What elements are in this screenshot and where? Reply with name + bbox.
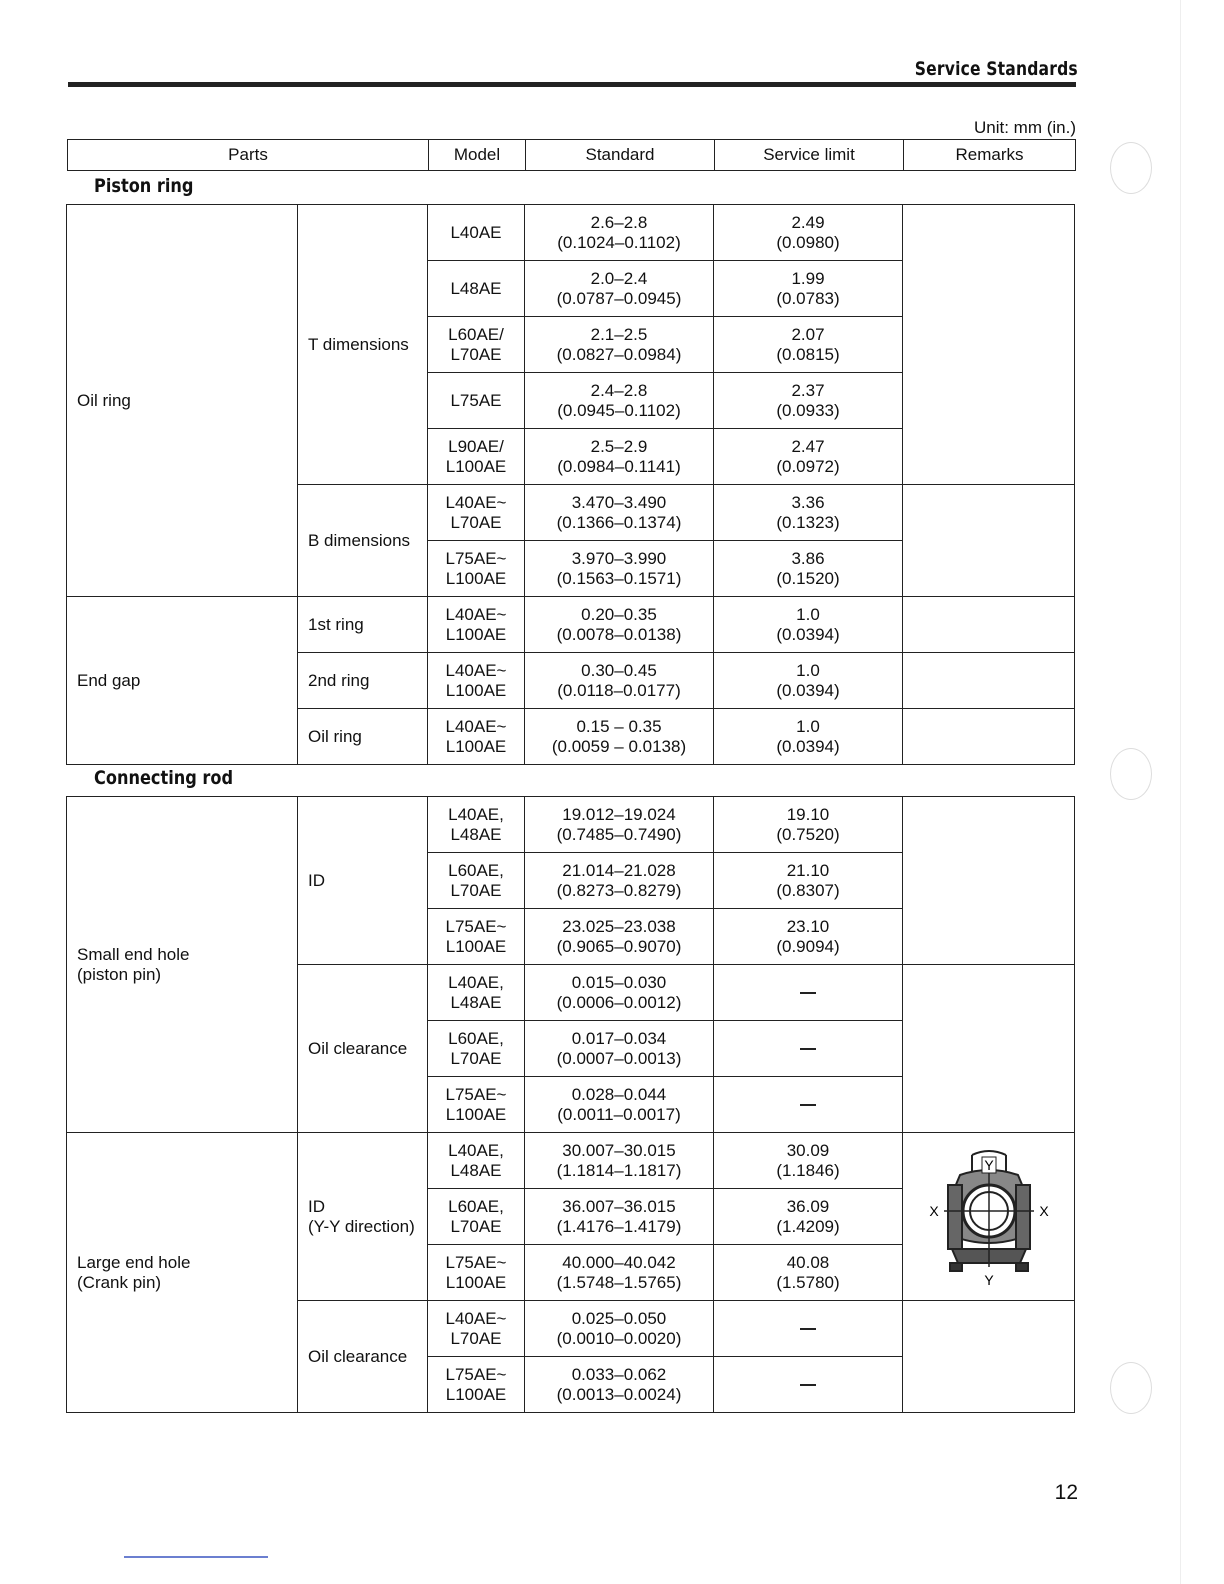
standard-cell: 30.007–30.015 (1.1814–1.1817) [525, 1133, 714, 1189]
limit-cell: 1.99 (0.0783) [714, 261, 903, 317]
second-ring-label: 2nd ring [298, 653, 428, 709]
connecting-rod-diagram-icon [924, 1139, 1054, 1289]
oil-ring-gap-label: Oil ring [298, 709, 428, 765]
large-end-hole-label: Large end hole (Crank pin) [67, 1133, 298, 1413]
limit-cell [714, 1301, 903, 1357]
model-cell: L48AE [428, 261, 525, 317]
remarks-cell [903, 965, 1075, 1133]
limit-cell: 21.10 (0.8307) [714, 853, 903, 909]
limit-cell: 36.09 (1.4209) [714, 1189, 903, 1245]
model-cell: L60AE/ L70AE [428, 317, 525, 373]
standard-cell: 21.014–21.028 (0.8273–0.8279) [525, 853, 714, 909]
limit-cell: 2.37 (0.0933) [714, 373, 903, 429]
standard-cell: 0.033–0.062 (0.0013–0.0024) [525, 1357, 714, 1413]
standard-cell: 2.1–2.5 (0.0827–0.0984) [525, 317, 714, 373]
page-edge-line [1180, 0, 1181, 1584]
remarks-cell [903, 797, 1075, 965]
remarks-cell [903, 597, 1075, 653]
oil-ring-label: Oil ring [67, 205, 298, 597]
dash-mark [800, 1048, 816, 1050]
binder-hole [1110, 1362, 1152, 1414]
page-number: 12 [1054, 1481, 1078, 1504]
model-cell: L60AE, L70AE [428, 853, 525, 909]
id-label: ID [298, 797, 428, 965]
model-cell: L60AE, L70AE [428, 1021, 525, 1077]
oil-clearance-label-2: Oil clearance [298, 1301, 428, 1413]
limit-cell [714, 965, 903, 1021]
header-rule [68, 82, 1076, 87]
model-cell: L75AE [428, 373, 525, 429]
column-header-table [67, 139, 1076, 171]
standard-cell: 0.20–0.35 (0.0078–0.0138) [525, 597, 714, 653]
col-service-limit: Service limit [715, 140, 904, 171]
limit-cell [714, 1357, 903, 1413]
model-cell: L40AE~ L100AE [428, 653, 525, 709]
col-parts: Parts [68, 140, 429, 171]
model-cell: L75AE~ L100AE [428, 1357, 525, 1413]
model-cell: L40AE~ L70AE [428, 485, 525, 541]
limit-cell: 3.86 (0.1520) [714, 541, 903, 597]
page-title: Service Standards [914, 58, 1078, 80]
model-cell: L40AE~ L70AE [428, 1301, 525, 1357]
limit-cell: 2.07 (0.0815) [714, 317, 903, 373]
limit-cell: 30.09 (1.1846) [714, 1133, 903, 1189]
standard-cell: 0.017–0.034 (0.0007–0.0013) [525, 1021, 714, 1077]
model-cell: L75AE~ L100AE [428, 909, 525, 965]
oil-clearance-label: Oil clearance [298, 965, 428, 1133]
model-cell: L90AE/ L100AE [428, 429, 525, 485]
limit-cell: 1.0 (0.0394) [714, 653, 903, 709]
model-cell: L40AE, L48AE [428, 1133, 525, 1189]
remarks-cell [903, 653, 1075, 709]
limit-cell [714, 1077, 903, 1133]
limit-cell: 3.36 (0.1323) [714, 485, 903, 541]
dash-mark [800, 1104, 816, 1106]
dash-mark [800, 992, 816, 994]
diagram-label-x-right: X [1038, 1203, 1049, 1219]
remarks-cell [903, 1301, 1075, 1413]
piston-ring-table [66, 204, 1075, 765]
model-cell: L60AE, L70AE [428, 1189, 525, 1245]
col-model: Model [429, 140, 526, 171]
bottom-mark-line [124, 1556, 268, 1558]
standard-cell: 36.007–36.015 (1.4176–1.4179) [525, 1189, 714, 1245]
col-standard: Standard [526, 140, 715, 171]
binder-hole [1110, 748, 1152, 800]
section-piston-ring: Piston ring [94, 175, 194, 197]
limit-cell: 1.0 (0.0394) [714, 597, 903, 653]
standard-cell: 23.025–23.038 (0.9065–0.9070) [525, 909, 714, 965]
col-remarks: Remarks [904, 140, 1076, 171]
unit-label: Unit: mm (in.) [974, 118, 1076, 137]
diagram-label-y-bottom: Y [983, 1272, 994, 1288]
standard-cell: 0.15 – 0.35 (0.0059 – 0.0138) [525, 709, 714, 765]
limit-cell: 40.08 (1.5780) [714, 1245, 903, 1301]
limit-cell: 23.10 (0.9094) [714, 909, 903, 965]
standard-cell: 2.4–2.8 (0.0945–0.1102) [525, 373, 714, 429]
standard-cell: 2.5–2.9 (0.0984–0.1141) [525, 429, 714, 485]
standard-cell: 0.028–0.044 (0.0011–0.0017) [525, 1077, 714, 1133]
b-dimensions-label: B dimensions [298, 485, 428, 597]
standard-cell: 40.000–40.042 (1.5748–1.5765) [525, 1245, 714, 1301]
model-cell: L40AE, L48AE [428, 797, 525, 853]
standard-cell: 3.470–3.490 (0.1366–0.1374) [525, 485, 714, 541]
standard-cell: 0.025–0.050 (0.0010–0.0020) [525, 1301, 714, 1357]
remarks-cell [903, 709, 1075, 765]
limit-cell [714, 1021, 903, 1077]
id-yy-label: ID (Y-Y direction) [298, 1133, 428, 1301]
model-cell: L75AE~ L100AE [428, 1077, 525, 1133]
remarks-cell-diagram [903, 1133, 1075, 1301]
remarks-cell [903, 205, 1075, 485]
standard-cell: 19.012–19.024 (0.7485–0.7490) [525, 797, 714, 853]
connecting-rod-table [66, 796, 1075, 1413]
remarks-cell [903, 485, 1075, 597]
model-cell: L40AE~ L100AE [428, 597, 525, 653]
section-connecting-rod: Connecting rod [94, 767, 234, 789]
end-gap-label: End gap [67, 597, 298, 765]
model-cell: L75AE~ L100AE [428, 1245, 525, 1301]
standard-cell: 0.015–0.030 (0.0006–0.0012) [525, 965, 714, 1021]
standard-cell: 2.0–2.4 (0.0787–0.0945) [525, 261, 714, 317]
standard-cell: 0.30–0.45 (0.0118–0.0177) [525, 653, 714, 709]
model-cell: L75AE~ L100AE [428, 541, 525, 597]
model-cell: L40AE [428, 205, 525, 261]
model-cell: L40AE~ L100AE [428, 709, 525, 765]
dash-mark [800, 1384, 816, 1386]
dash-mark [800, 1328, 816, 1330]
diagram-label-y-top: Y [983, 1157, 994, 1173]
limit-cell: 1.0 (0.0394) [714, 709, 903, 765]
limit-cell: 2.47 (0.0972) [714, 429, 903, 485]
binder-hole [1110, 142, 1152, 194]
limit-cell: 2.49 (0.0980) [714, 205, 903, 261]
t-dimensions-label: T dimensions [298, 205, 428, 485]
small-end-hole-label: Small end hole (piston pin) [67, 797, 298, 1133]
first-ring-label: 1st ring [298, 597, 428, 653]
diagram-label-x-left: X [928, 1203, 939, 1219]
model-cell: L40AE, L48AE [428, 965, 525, 1021]
limit-cell: 19.10 (0.7520) [714, 797, 903, 853]
standard-cell: 3.970–3.990 (0.1563–0.1571) [525, 541, 714, 597]
standard-cell: 2.6–2.8 (0.1024–0.1102) [525, 205, 714, 261]
